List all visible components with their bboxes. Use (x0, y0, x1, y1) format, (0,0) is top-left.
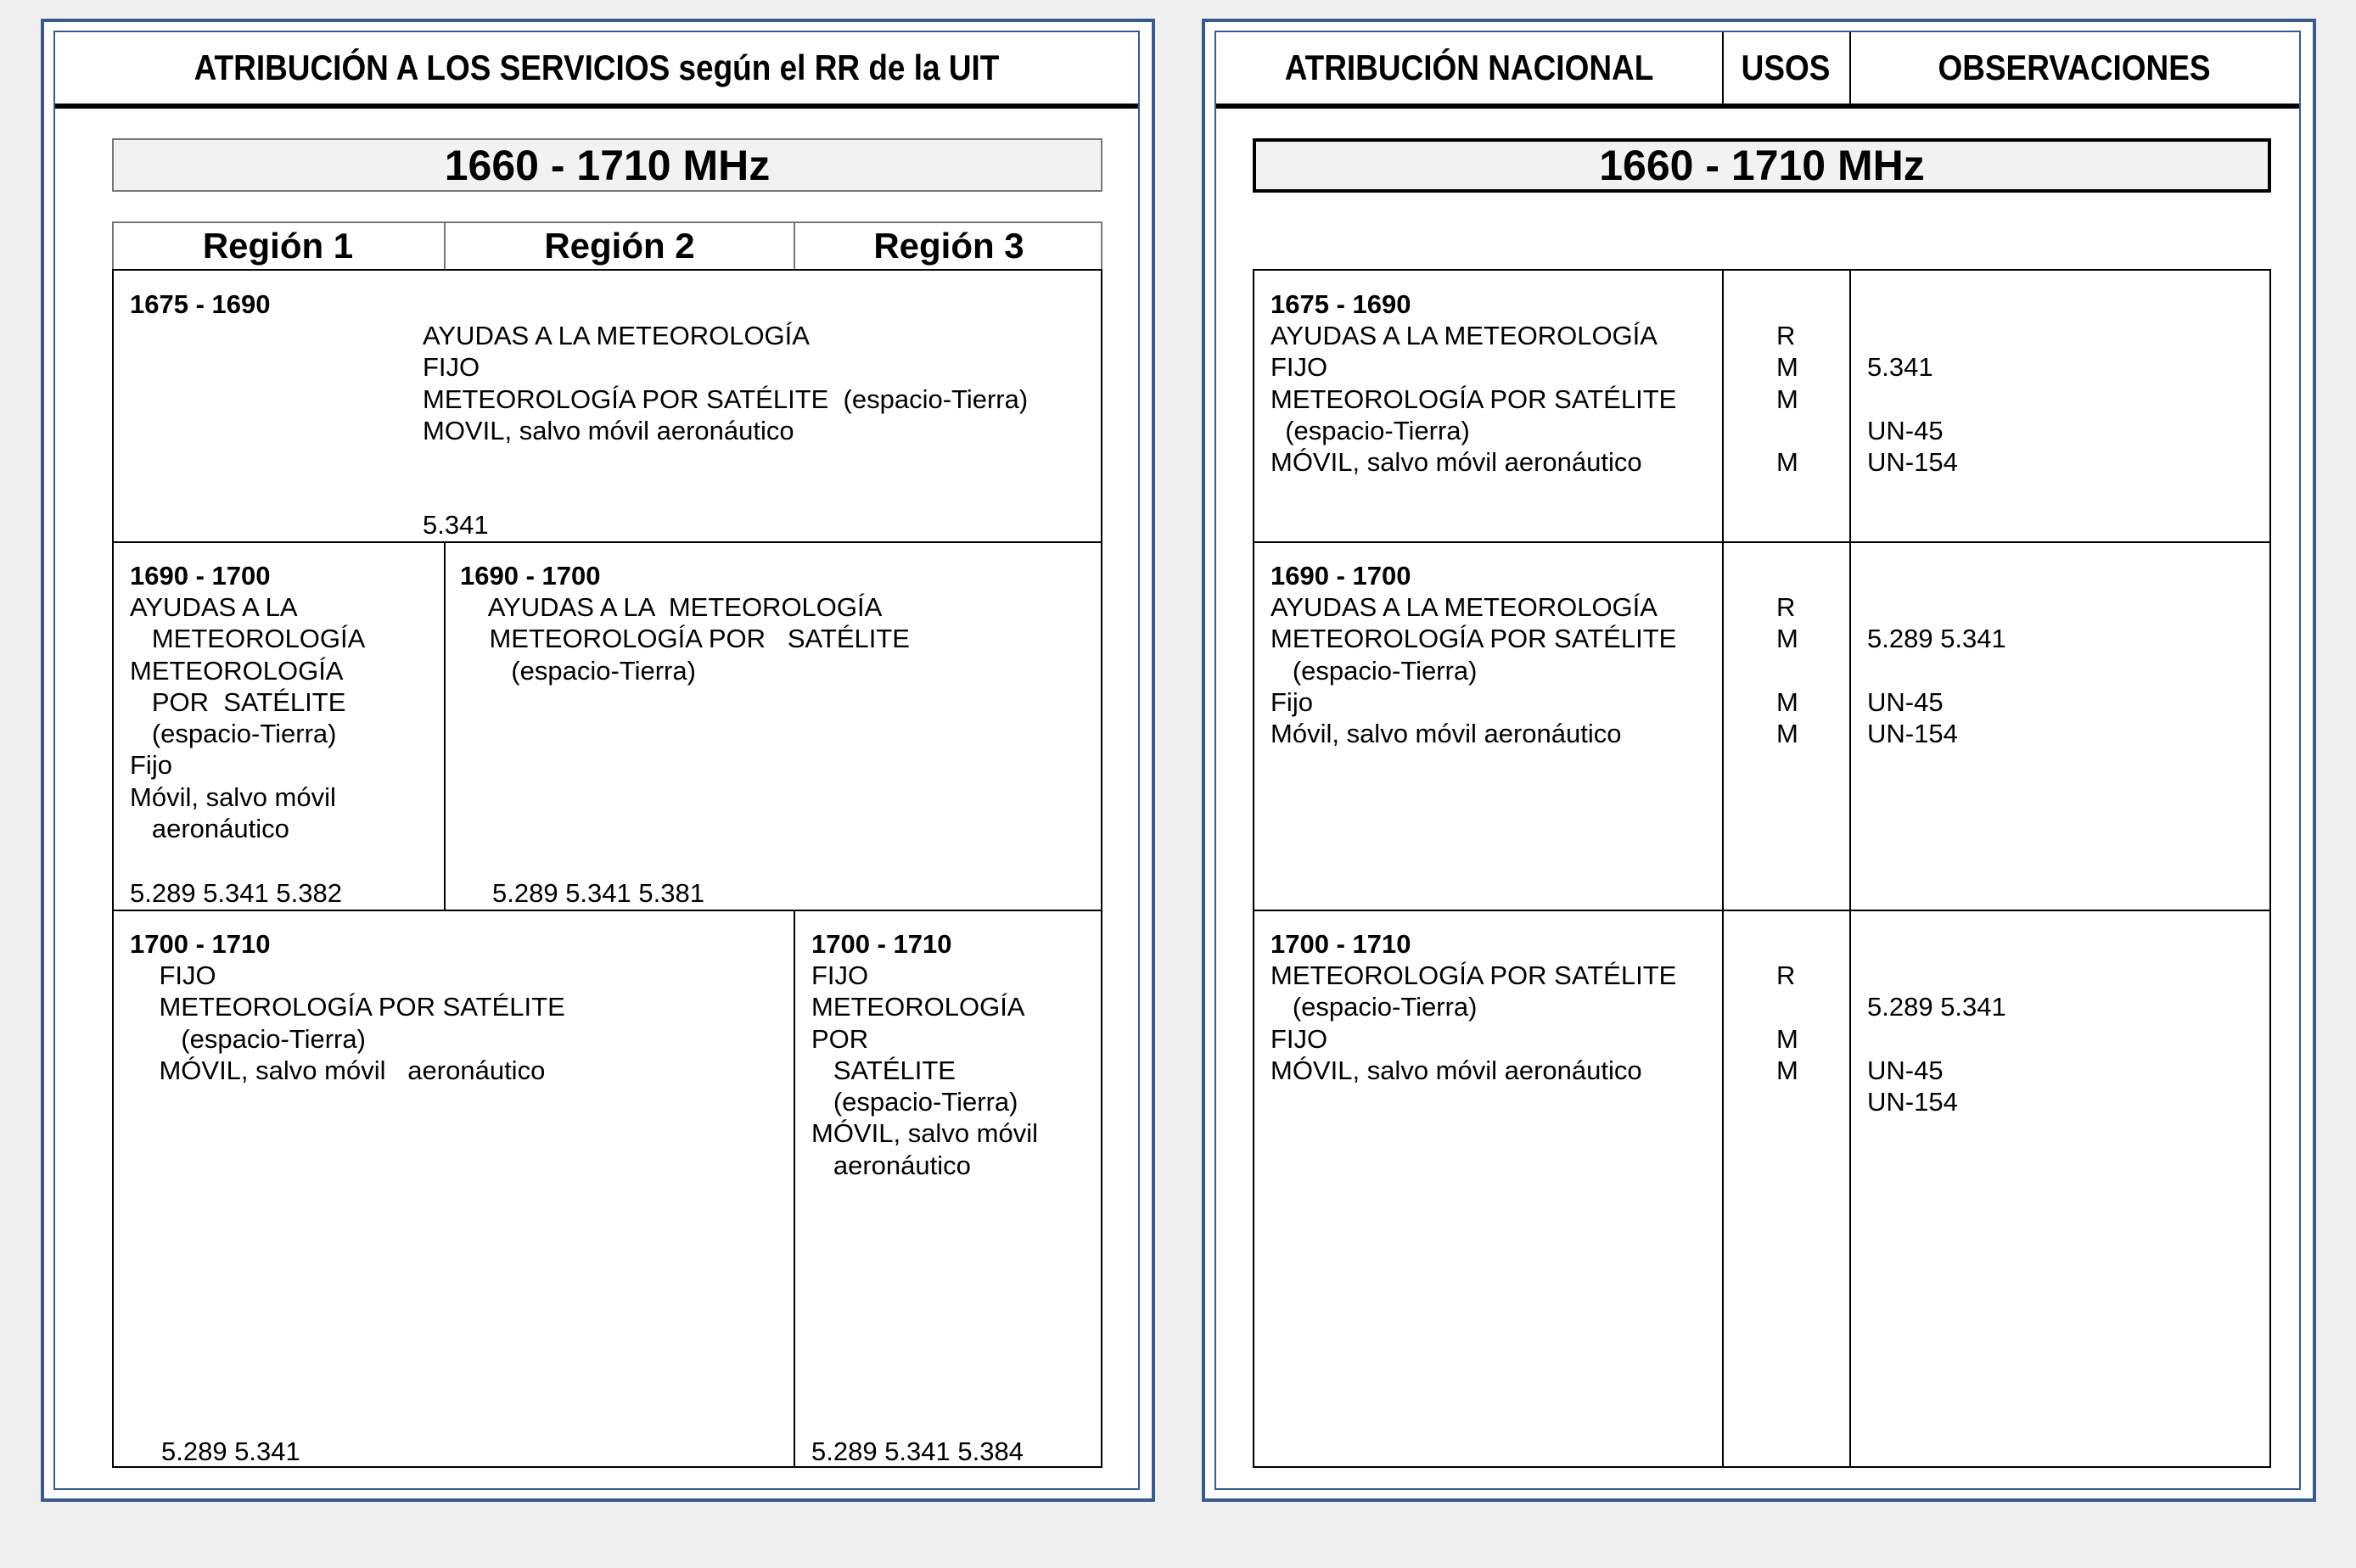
row2-r23-range: 1690 - 1700 (460, 561, 601, 591)
nat-row1-range: 1675 - 1690 (1271, 289, 1411, 319)
row3-r3-services: FIJO METEOROLOGÍA POR SATÉLITE (espacio-Tierra) MÓVIL, salvo móvil aeronáutico (811, 960, 1039, 1180)
row3-r12-range: 1700 - 1710 (130, 929, 271, 959)
row1-services: AYUDAS A LA METEOROLOGÍA FIJO METEOROLOGÍA POR SATÉLITE (espacio-Tierra) MOVIL, salvo móvil aeronáutico (423, 321, 1029, 445)
nat-row1-services: AYUDAS A LA METEOROLOGÍA FIJO METEOROLOGÍA POR SATÉLITE (espacio-Tierra) MÓVIL, salvo móvil aeronáutico (1271, 321, 1677, 478)
left-band-title: 1660 - 1710 MHz (112, 138, 1102, 192)
divider (1722, 32, 1724, 107)
row1-range: 1675 - 1690 (130, 289, 271, 319)
row2-r23-notes: 5.289 5.341 5.381 (492, 878, 704, 908)
row2-r23-services: AYUDAS A LA METEOROLOGÍA METEOROLOGÍA POR SATÉLITE (espacio-Tierra) (487, 592, 910, 686)
divider (1849, 269, 1851, 1468)
left-allocation-table (112, 269, 1102, 1468)
nat-row2-services: AYUDAS A LA METEOROLOGÍA METEOROLOGÍA POR SATÉLITE (espacio-Tierra) Fijo Móvil, salvo móvil aeronáutico (1271, 592, 1677, 749)
divider (1722, 269, 1724, 1468)
region-3-header: Región 3 (873, 226, 1024, 266)
row2-r1-range: 1690 - 1700 (130, 561, 271, 591)
national-header (1216, 32, 2299, 109)
divider (1253, 541, 2271, 543)
region-1-header: Región 1 (202, 226, 354, 266)
row2-r1-notes: 5.289 5.341 5.382 (130, 878, 342, 908)
divider (112, 910, 1102, 911)
row3-r3-notes: 5.289 5.341 5.384 (811, 1436, 1024, 1466)
nat-row3-services: METEOROLOGÍA POR SATÉLITE (espacio-Tierra) FIJO MÓVIL, salvo móvil aeronáutico (1271, 960, 1677, 1085)
nat-row1-usos: R M M M (1776, 321, 1798, 478)
nat-row1-obs: 5.341 UN-45 UN-154 (1867, 352, 1958, 478)
divider (794, 910, 795, 1468)
row3-r12-services: FIJO METEOROLOGÍA POR SATÉLITE (espacio-Tierra) MÓVIL, salvo móvil aeronáutico (159, 960, 565, 1085)
divider (444, 541, 446, 911)
right-band-title: 1660 - 1710 MHz (1253, 138, 2271, 193)
itu-header-title: ATRIBUCIÓN A LOS SERVICIOS según el RR de la UIT (194, 48, 1000, 87)
nat-row3-range: 1700 - 1710 (1271, 929, 1411, 959)
divider (112, 541, 1102, 543)
header-usos: USOS (1741, 48, 1831, 87)
nat-row3-usos: R M M (1776, 960, 1798, 1085)
divider (1253, 910, 2271, 911)
header-observaciones: OBSERVACIONES (1938, 48, 2211, 87)
divider (1849, 32, 1851, 107)
row3-r3-range: 1700 - 1710 (811, 929, 952, 959)
nat-row2-usos: R M M M (1776, 592, 1798, 749)
region-2-header: Región 2 (544, 226, 695, 266)
itu-header (55, 32, 1138, 109)
nat-row2-range: 1690 - 1700 (1271, 561, 1411, 591)
row3-r12-notes: 5.289 5.341 (161, 1436, 300, 1466)
nat-row3-obs: 5.289 5.341 UN-45 UN-154 (1867, 992, 2006, 1117)
header-atribucion-nacional: ATRIBUCIÓN NACIONAL (1284, 48, 1654, 87)
row1-notes: 5.341 (423, 510, 489, 540)
row2-r1-services: AYUDAS A LA METEOROLOGÍA METEOROLOGÍA POR SATÉLITE (espacio-Tierra) Fijo Móvil, salvo móvil aeronáutico (130, 592, 366, 844)
nat-row2-obs: 5.289 5.341 UN-45 UN-154 (1867, 624, 2006, 749)
